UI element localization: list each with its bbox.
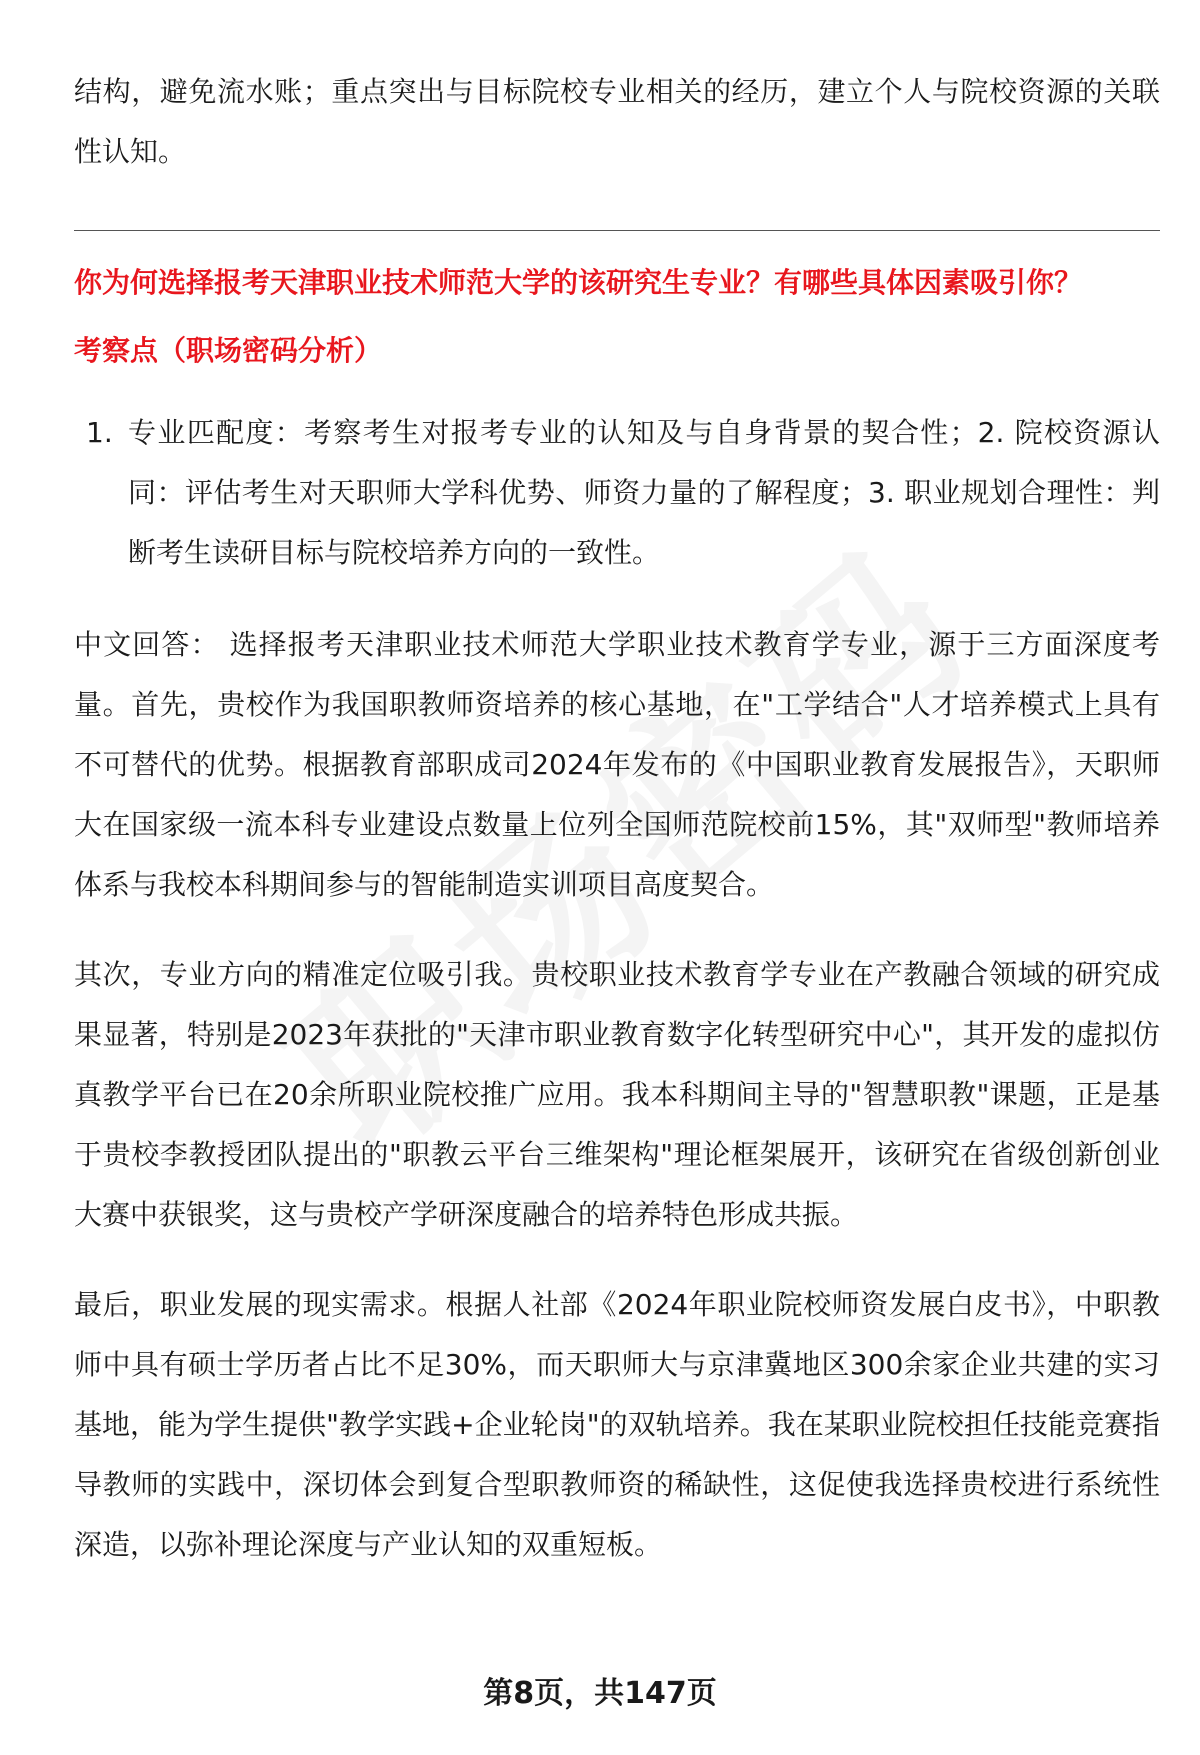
answer-section bbox=[74, 615, 1160, 1575]
assessment-list bbox=[74, 403, 1160, 583]
answer-paragraph-2: 其次，专业方向的精准定位吸引我。贵校职业技术教育学专业在产教融合领域的研究成果显著，特别是2023年获批的"天津市职业教育数字化转型研究中心"，其开发的虚拟仿真教学平台已在20余所职业院校推广应用。我本科期间主导的"智慧职教"课题，正是基于贵校李教授团队提出的"职教云平台三维架构"理论框架展开，该研究在省级创新创业大赛中获银奖，这与贵校产学研深度融合的培养特色形成共振。 bbox=[74, 958, 1160, 1231]
intro-paragraph: 结构，避免流水账；重点突出与目标院校专业相关的经历，建立个人与院校资源的关联性认知。 bbox=[74, 75, 1160, 168]
answer-paragraph-3: 最后，职业发展的现实需求。根据人社部《2024年职业院校师资发展白皮书》，中职教师中具有硕士学历者占比不足30%，而天职师大与京津冀地区300余家企业共建的实习基地，能为学生提供"教学实践+企业轮岗"的双轨培养。我在某职业院校担任技能竞赛指导教师的实践中，深切体会到复合型职教师资的稀缺性，这促使我选择贵校进行系统性深造，以弥补理论深度与产业认知的双重短板。 bbox=[74, 1288, 1160, 1561]
section-divider bbox=[74, 230, 1160, 231]
question-subtitle: 考察点（职场密码分析） bbox=[74, 334, 383, 367]
list-item-number: 1. bbox=[86, 416, 113, 449]
page-content bbox=[74, 62, 1160, 1575]
question-title: 你为何选择报考天津职业技术师范大学的该研究生专业？有哪些具体因素吸引你？ bbox=[74, 266, 1083, 299]
list-item bbox=[74, 403, 1160, 583]
page-number-footer: 第8页，共147页 bbox=[483, 1676, 717, 1711]
list-item-text: 专业匹配度：考察考生对报考专业的认知及与自身背景的契合性；2. 院校资源认同：评估考生对天职师大学科优势、师资力量的了解程度；3. 职业规划合理性：判断考生读研目标与院校培养方向的一致性。 bbox=[128, 416, 1160, 569]
answer-paragraph-1: 中文回答： 选择报考天津职业技术师范大学职业技术教育学专业，源于三方面深度考量。首先，贵校作为我国职教师资培养的核心基地，在"工学结合"人才培养模式上具有不可替代的优势。根据教育部职成司2024年发布的《中国职业教育发展报告》，天职师大在国家级一流本科专业建设点数量上位列全国师范院校前15%，其"双师型"教师培养体系与我校本科期间参与的智能制造实训项目高度契合。 bbox=[74, 628, 1160, 901]
